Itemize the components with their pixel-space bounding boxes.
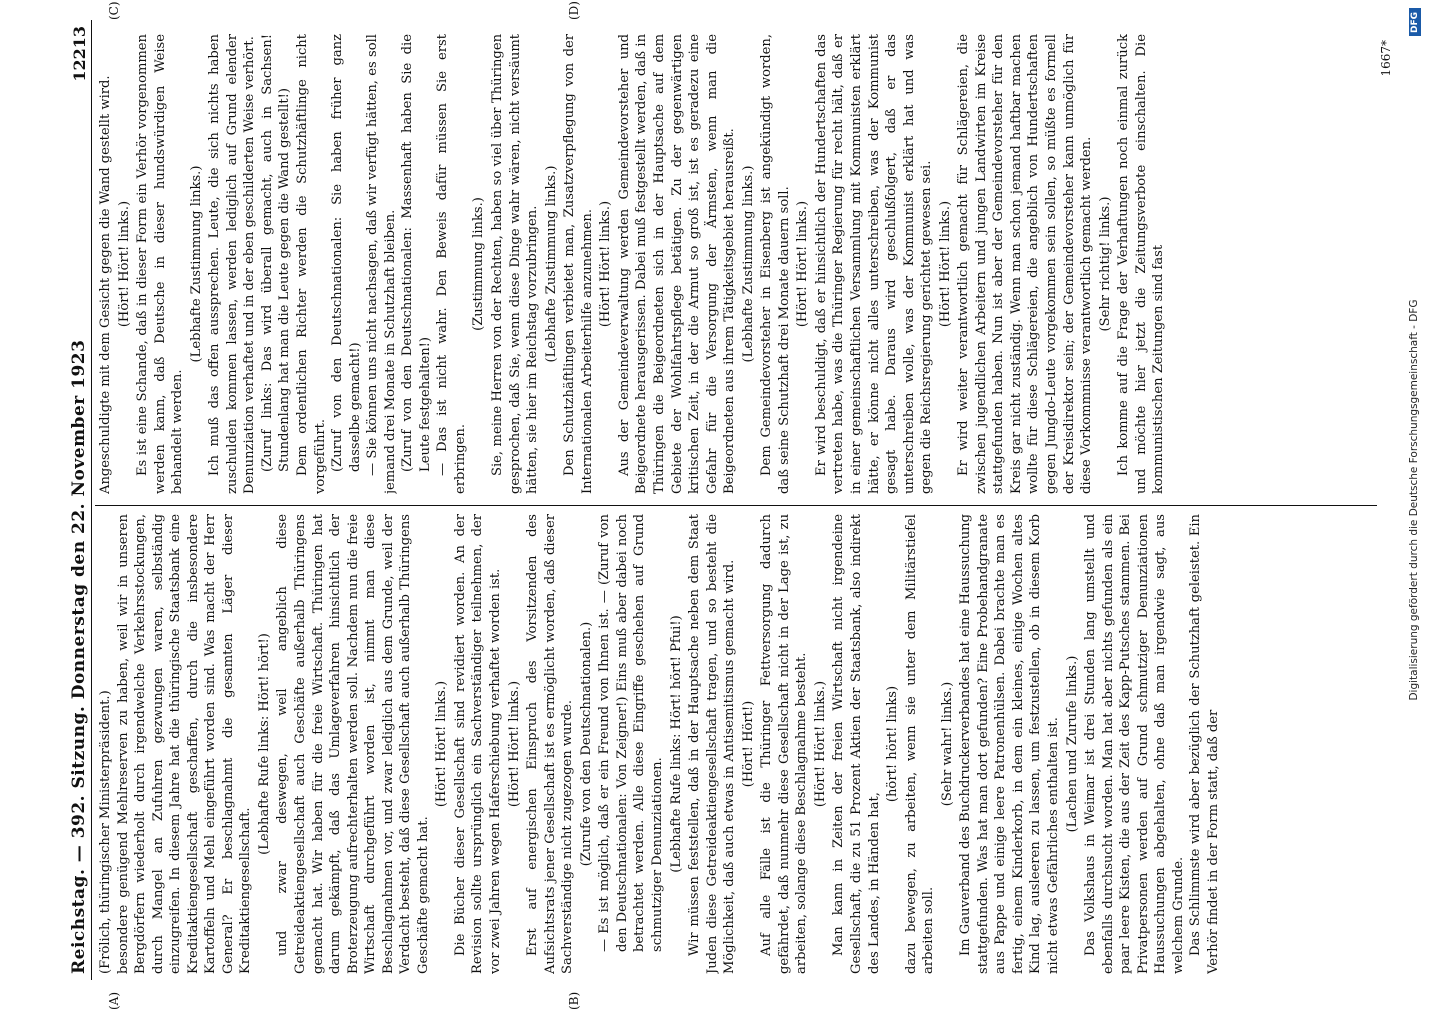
right-column-paragraph: Sie, meine Herren von der Rechten, haben so viel über Thüringen gesprochen, daß Sie, wenn diese Dinge wahr wären, nicht versäumt hätten, sie hier im Reichstag vorzubringen. bbox=[490, 34, 541, 494]
right-column-interjection: (Hört! Hört! links.) bbox=[116, 200, 132, 328]
running-head bbox=[57, 20, 92, 980]
right-column-interjection: (Lebhafte Zustimmung links.) bbox=[740, 165, 756, 363]
margin-letter-a: (A) bbox=[107, 991, 121, 1010]
page-number: 12213 bbox=[70, 26, 89, 82]
left-column-paragraph: Im Gauverband des Buchdruckerverbandes hat eine Haussuchung stattgefunden. Was hat man dort gefunden? Eine Probehandgranate aus Pappe und einige leere Patronenhülsen. Dabei brachte man es fertig, einem Kinderkorb, in dem ein kleines, einige Wochen altes Kind lag, ausleeren zu lassen, um festzustellen, ob in diesem Korb nicht etwas Gefährliches enthalten ist. bbox=[958, 514, 1061, 974]
column-divider bbox=[95, 505, 1377, 506]
left-column-paragraph: besondere genügend Mehlreserven zu haben, weil wir in unseren Bergdörfern wiederholt durch irgendwelche Verkehrsstockungen, durch Mangel an Zufuhren gezwungen waren, selbständig einzugreifen. In diesem Jahre hat die thüringische Staatsbank eine Kreditaktiengesellschaft geschaffen, durch die insbesondere Kartoffeln und Mehl eingeführt worden sind. Was macht der Herr General? Er beschlagnahmt die gesamten Läger dieser Kreditaktiengesellschaft. bbox=[115, 514, 254, 974]
right-column-interjection: (Zustimmung links.) bbox=[471, 197, 487, 331]
left-column bbox=[97, 514, 1375, 974]
right-column-paragraph: Er wird beschuldigt, daß er hinsichtlich der Hundertschaften das vertreten habe, was die Thüringer Regierung für recht hält, daß er in einer gemeinschaftlichen Versammlung mit Kommunisten erklärt hätte, er könne nicht alles unterschreiben, was der Kommunist gesagt habe. Daraus wird geschlußfolgert, daß er das unterschreiben wolle, was der Kommunist erklärt hat und was gegen die Reichsregierung gerichtet gewesen sei. bbox=[813, 34, 935, 494]
margin-letter-d: (D) bbox=[567, 1, 581, 20]
right-column-paragraph: (Zuruf von den Deutschnationalen: Sie haben früher ganz dasselbe gemacht!) bbox=[330, 34, 363, 472]
left-column-paragraph: Auf alle Fälle ist die Thüringer Fettversorgung dadurch gefährdet, daß nunmehr diese Gesellschaft nicht in der Lage ist, zu arbeiten, solange diese Beschlagnahme besteht. bbox=[759, 514, 810, 974]
right-column bbox=[97, 34, 1375, 494]
left-column-paragraph: Man kann in Zeiten der freien Wirtschaft nicht irgendeine Gesellschaft, die zu 51 Prozent Aktien der Staatsbank, also indirekt des Landes, in Händen hat, bbox=[831, 514, 882, 974]
right-column-interjection: (Hört! Hört! links.) bbox=[937, 200, 953, 328]
left-column-interjection: (Hört! Hört!) bbox=[740, 700, 756, 788]
running-head-title: Reichstag. — 392. Sitzung. Donnerstag den 22. November 1923 bbox=[69, 339, 89, 974]
left-column-paragraph: dazu bewegen, zu arbeiten, wenn sie unter dem Militärstiefel arbeiten soll. bbox=[903, 514, 937, 974]
right-column-paragraph: — Sie können uns nicht nachsagen, daß wir verfügt hätten, es soll jemand drei Monate in Schutzhaft bleiben. bbox=[365, 34, 398, 494]
right-column-paragraph: Er wird weiter verantwortlich gemacht für Schlägereien, die zwischen jugendlichen Arbeitern und jungen Landwirten im Kreise stattgefunden haben. Nun ist aber der Gemeindevorsteher für den Kreis gar nicht zuständig. Wenn man schon jemand haftbar machen wollte für diese Schlägereien, die angeblich von Hundertschaften gegen Jungdo-Leute vorgekommen sein sollen, so müßte es formell der Kreisdirektor sein; der Gemeindevorsteher kann unmöglich für diese Vorkommnisse verantwortlich gemacht werden. bbox=[956, 34, 1095, 494]
margin-letter-b: (B) bbox=[567, 991, 581, 1010]
left-column-paragraph: Das Volkshaus in Weimar ist drei Stunden lang umstellt und ebenfalls durchsucht worden. Man hat aber nichts gefunden als ein paar leere Kisten, die aus der Zeit des Kapp-Putsches stammen. Bei Privatpersonen werden auf Grund schmutziger Denunziationen Haussuchungen abgehalten, ohne daß man irgendwie sagt, aus welchem Grunde. bbox=[1083, 514, 1186, 974]
left-column-interjection: (hört! hört! links) bbox=[885, 685, 901, 803]
left-column-paragraph: Die Bücher dieser Gesellschaft sind revidiert worden. An der Revision sollte ursprünglich ein Sachverständiger teilnehmen, der vor zwei Jahren wegen Haferschiebung verhaftet worden ist. bbox=[452, 514, 504, 974]
left-column-interjection: (Hört! Hört! links.) bbox=[506, 680, 522, 808]
dfg-logo: DFG bbox=[1409, 8, 1421, 36]
left-column-paragraph: Wir müssen feststellen, daß in der Hauptsache neben dem Staat Juden diese Getreideaktiengesellschaft tragen, und so besteht die Möglichkeit, daß auch etwas in Antisemitismus gemacht wird. bbox=[687, 514, 738, 974]
left-column-interjection: (Sehr wahr! links.) bbox=[939, 681, 955, 807]
left-column-paragraph: und zwar deswegen, weil angeblich diese Getreideaktiengesellschaft auch Geschäfte außerhalb Thüringens gemacht hat. Wir haben für die freie Wirtschaft. Thüringen hat darum gekämpft, daß das Umlageverfahren hinsichtlich der Broterzeugung aufrechterhalten werden soll. Nachdem nun die freie Wirtschaft durchgeführt worden ist, nimmt man diese Beschlagnahmen vor, und zwar lediglich aus dem Grunde, weil der Verdacht besteht, daß diese Gesellschaft auch außerhalb Thüringens Geschäfte gemacht hat. bbox=[275, 514, 431, 974]
left-column-interjection: (Hört! Hört! links.) bbox=[434, 680, 450, 808]
right-column-paragraph: Aus der Gemeindeverwaltung werden Gemeindevorsteher und Beigeordnete herausgerissen. Dabei muß festgestellt werden, daß in Thüringen die Beigeordneten sich in der Hauptsache auf dem Gebiete der Wohlfahrtspflege betätigen. Zu der gegenwärtigen kritischen Zeit, in der die Armut so groß ist, ist es geradezu eine Gefahr für die Versorgung der Ärmsten, wenn man die Beigeordneten aus ihrem Tätigkeitsgebiet herausreißt. bbox=[616, 34, 738, 494]
digitization-note: Digitalisierung gefördert durch die Deutsche Forschungsgemeinschaft - DFG bbox=[1408, 299, 1420, 701]
margin-letter-c: (C) bbox=[107, 1, 121, 20]
left-column-paragraph: — Es ist möglich, daß er ein Freund von Ihnen ist. — (Zuruf von den Deutschnationalen: Von Zeigner!) Eins muß aber dabei noch betrachtet werden. Alle diese Eingriffe geschehen auf Grund schmutziger Denunziationen. bbox=[597, 514, 665, 952]
right-column-paragraph: (Zuruf von den Deutschnationalen: Massenhaft haben Sie die Leute festgehalten!) bbox=[400, 34, 433, 472]
right-column-interjection: (Hört! Hört! links.) bbox=[795, 200, 811, 328]
right-column-paragraph: Ich komme auf die Frage der Verhaftungen noch einmal zurück und möchte hier jetzt die Zeitungsverbote einschalten. Die kommunistischen Zeitungen sind fast bbox=[1116, 34, 1167, 494]
right-column-paragraph: (Zuruf links: Das wird überall gemacht, auch in Sachsen! Stundenlang hat man die Leute gegen die Wand gestellt!) bbox=[259, 34, 293, 472]
left-column-interjection: (Zurufe von den Deutschnationalen.) bbox=[578, 621, 594, 867]
left-column-interjection: (Lebhafte Rufe links: Hört! hört!) bbox=[256, 633, 272, 855]
right-column-paragraph: Dem Gemeindevorsteher in Eisenberg ist angekündigt worden, daß seine Schutzhaft drei Monate dauern soll. bbox=[759, 34, 792, 494]
left-column-paragraph: (Frölich, thüringischer Ministerpräsident.) bbox=[98, 690, 113, 974]
right-column-interjection: (Sehr richtig! links.) bbox=[1097, 196, 1113, 332]
right-column-interjection: (Hört! Hört! links.) bbox=[598, 200, 614, 328]
left-column-interjection: (Lebhafte Rufe links: Hört! hört! Pfui!) bbox=[668, 615, 684, 873]
right-column-paragraph: Es ist eine Schande, daß in dieser Form ein Verhör vorgenommen werden kann, daß Deutsche in dieser hundswürdigen Weise behandelt werden. bbox=[135, 34, 186, 494]
right-column-paragraph: Ich muß das offen aussprechen. Leute, die sich nichts haben zuschulden kommen lassen, werden lediglich auf Grund elender Denunziation verhaftet und in der eben geschilderten Weise verhört. bbox=[207, 34, 258, 494]
left-column-interjection: (Lachen und Zurufe links.) bbox=[1064, 655, 1080, 833]
left-column-paragraph: Erst auf energischen Einspruch des Vorsitzenden des Aufsichtsrats jener Gesellschaft ist es ermöglicht worden, daß dieser Sachverständige nicht zugezogen wurde. bbox=[525, 514, 576, 974]
signature-mark: 1667* bbox=[1379, 40, 1393, 77]
right-column-paragraph: Den Schutzhäftlingen verbietet man, Zusatzverpflegung von der Internationalen Arbeiterhilfe anzunehmen. bbox=[562, 34, 595, 494]
right-column-paragraph: Angeschuldigte mit dem Gesicht gegen die Wand gestellt wird. bbox=[98, 75, 113, 494]
right-column-paragraph: Dem ordentlichen Richter werden die Schutzhäftlinge nicht vorgeführt. bbox=[295, 34, 328, 494]
left-column-interjection: (Hört! Hört! links.) bbox=[812, 680, 828, 808]
left-column-paragraph: Das Schlimmste wird aber bezüglich der Schutzhaft geleistet. Ein Verhör findet in der Form statt, daß der bbox=[1188, 514, 1221, 974]
right-column-interjection: (Lebhafte Zustimmung links.) bbox=[188, 165, 204, 363]
right-column-interjection: (Lebhafte Zustimmung links.) bbox=[543, 165, 559, 363]
rotated-page bbox=[47, 1, 1393, 1010]
right-column-paragraph: — Das ist nicht wahr. Den Beweis dafür müssen Sie erst erbringen. bbox=[435, 34, 468, 494]
